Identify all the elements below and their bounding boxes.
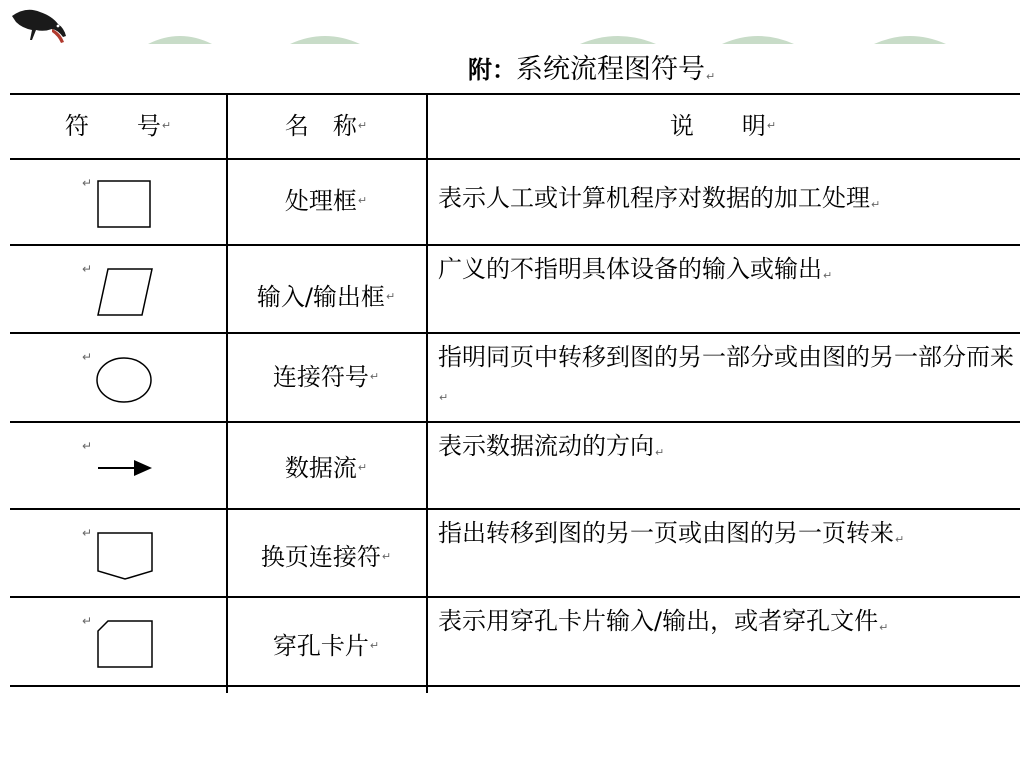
table-row-desc: 表示用穿孔卡片输入/输出，或者穿孔文件↵ — [438, 607, 889, 635]
svg-text:↵: ↵ — [82, 350, 93, 364]
title-prefix: 附： — [468, 55, 516, 84]
table-row-name: 连接符号 ↵ — [272, 362, 380, 391]
table-rule — [10, 158, 1020, 160]
svg-text:↵: ↵ — [82, 262, 93, 276]
svg-text:↵: ↵ — [82, 614, 93, 628]
rectangle-process-icon — [80, 173, 160, 233]
title-text: 系统流程图符号 — [516, 54, 705, 85]
table-rule — [10, 685, 1020, 687]
table-row-name: 处理框 ↵ — [284, 187, 368, 215]
table-row-name: 换页连接符 ↵ — [260, 543, 392, 571]
offpage-connector-icon — [80, 523, 160, 585]
table-row-name: 输入/输出框 ↵ — [256, 283, 396, 311]
table-row-desc: 指明同页中转移到图的另一部分或由图的另一部分而来↵ — [438, 343, 1014, 404]
arrow-dataflow-icon — [80, 436, 160, 486]
header-name: 名 称 ↵ — [284, 111, 368, 140]
svg-text:↵: ↵ — [82, 526, 93, 540]
bird-logo-icon — [6, 2, 70, 46]
svg-text:↵: ↵ — [82, 176, 93, 190]
page-title — [468, 50, 715, 90]
table-row-name: 穿孔卡片 ↵ — [272, 631, 380, 660]
punched-card-icon — [80, 611, 160, 673]
flowchart-symbol-table — [10, 93, 1020, 693]
table-row-name: 数据流 ↵ — [284, 453, 368, 482]
parallelogram-io-icon — [80, 259, 160, 319]
paragraph-mark-icon: ↵ — [706, 70, 716, 83]
header-symbol: 符 号 ↵ — [64, 111, 172, 140]
table-row-desc: 广义的不指明具体设备的输入或输出↵ — [438, 255, 833, 283]
header-desc: 说 明 ↵ — [669, 111, 777, 140]
table-row-desc: 表示人工或计算机程序对数据的加工处理↵ — [438, 184, 881, 212]
svg-text:↵: ↵ — [82, 439, 93, 453]
table-row-desc: 表示数据流动的方向↵ — [438, 432, 665, 460]
circle-connector-icon — [80, 347, 160, 409]
table-row-desc: 指出转移到图的另一页或由图的另一页转来↵ — [438, 519, 905, 547]
decorative-arcs — [0, 0, 1024, 50]
